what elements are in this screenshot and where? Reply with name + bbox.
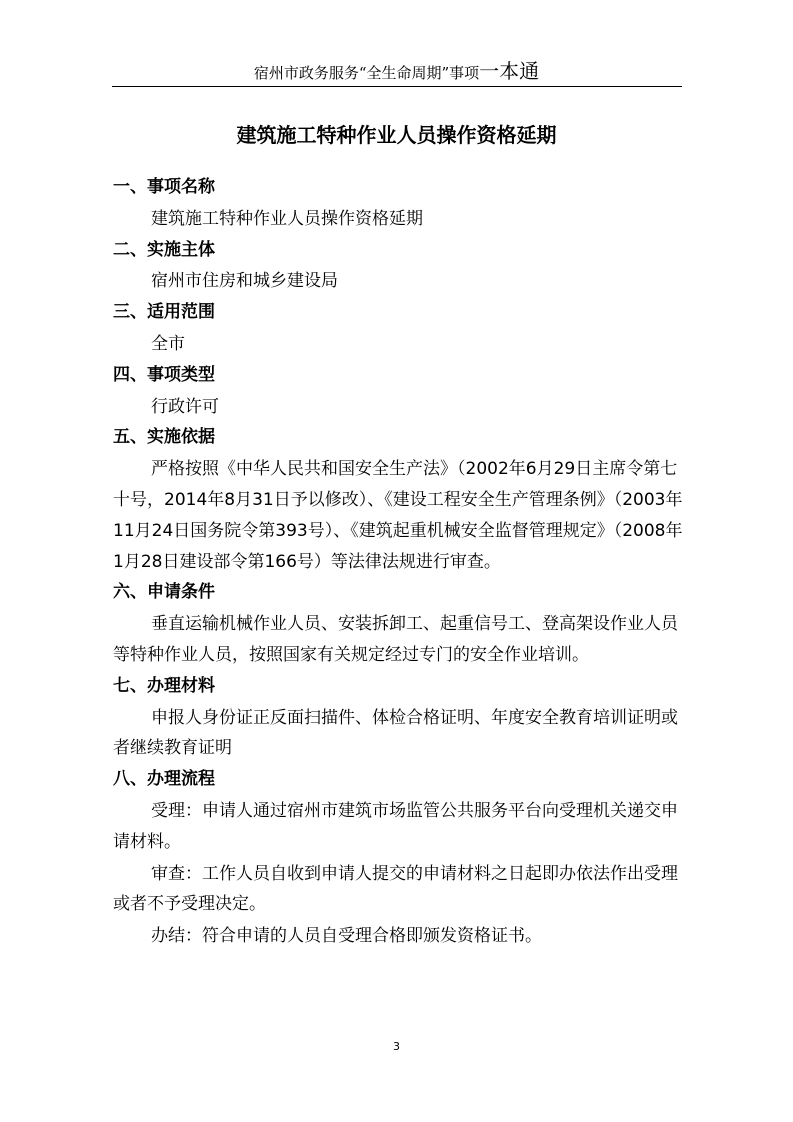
section-heading: 三、适用范围 (113, 302, 215, 323)
header-text: 宿州市政务服务“全生命周期”事项 (253, 64, 480, 82)
header-rule (112, 86, 682, 87)
header-emphasis: 一本通 (479, 59, 540, 83)
section-paragraph: 建筑施工特种作业人员操作资格延期 (151, 208, 423, 229)
section-heading: 五、实施依据 (113, 427, 215, 448)
section-paragraph: 全市 (151, 333, 185, 354)
section-paragraph: 办结：符合申请的人员自受理合格即颁发资格证书。 (151, 926, 542, 947)
section-heading: 七、办理材料 (113, 675, 215, 696)
section-heading: 一、事项名称 (113, 177, 215, 197)
document-title: 建筑施工特种作业人员操作资格延期 (236, 123, 557, 147)
section-heading: 二、实施主体 (113, 239, 215, 260)
section-heading: 四、事项类型 (113, 364, 215, 385)
section-paragraph: 受理：申请人通过宿州市建筑市场监管公共服务平台向受理机关递交申请材料。 (113, 800, 678, 852)
document-body (113, 172, 688, 952)
section-paragraph: 审查：工作人员自收到申请人提交的申请材料之日起即办依法作出受理或者不予受理决定。 (113, 863, 678, 915)
section-paragraph: 行政许可 (151, 396, 219, 417)
section-paragraph: 宿州市住房和城乡建设局 (151, 271, 338, 292)
section-paragraph: 垂直运输机械作业人员、安装拆卸工、起重信号工、登高架设作业人员等特种作业人员，按照国家有关规定经过专门的安全作业培训。 (113, 614, 678, 665)
section-heading: 六、申请条件 (113, 582, 215, 603)
page-number: 3 (393, 1040, 400, 1053)
section-paragraph: 严格按照《中华人民共和国安全生产法》（2002年6月29日主席令第七十号，2014年8月31日予以修改）、《建设工程安全生产管理条例》（2003年11月24日国务院令第393号）、《建筑起重机械安全监督管理规定》（2008年1月28日建设部令第166号）等法律法规进行审查。 (113, 459, 683, 572)
section-heading: 八、办理流程 (113, 769, 215, 790)
section-paragraph: 申报人身份证正反面扫描件、体检合格证明、年度安全教育培训证明或者继续教育证明 (113, 707, 678, 759)
running-header (0, 58, 793, 86)
